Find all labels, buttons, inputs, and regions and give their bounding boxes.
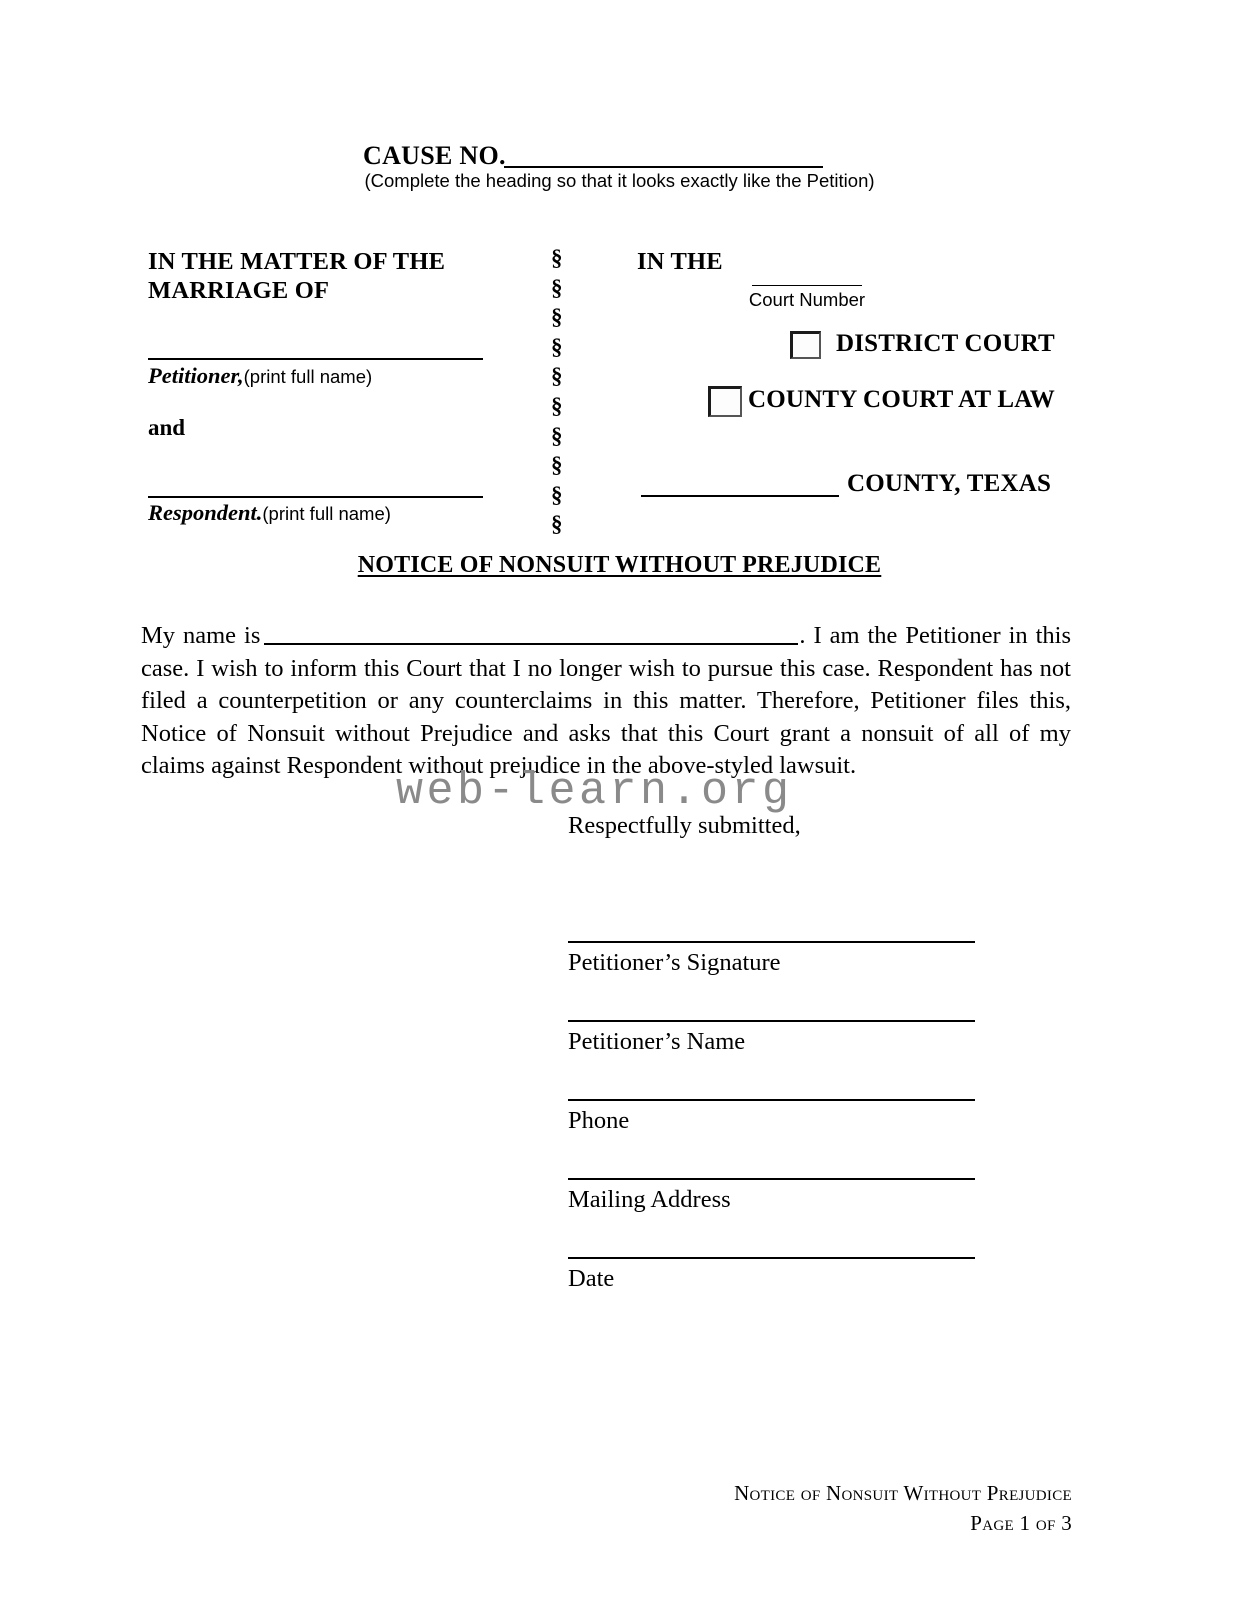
petitioner-name-blank-signature-block[interactable] (568, 1020, 975, 1022)
court-number-blank[interactable] (752, 285, 862, 286)
petitioner-name-blank[interactable] (148, 358, 483, 360)
county-court-at-law-checkbox[interactable] (708, 386, 742, 417)
petitioner-name-input-blank[interactable] (264, 621, 798, 645)
body-text: . I am the Petitioner in this case. I wish to inform this Court that I no longer wish to pursue this case. Respondent has not filed a counterpetition or any counterclaims in this matter. Therefore, Petitioner files this, Notice of Nonsuit without Prejudice and asks that this Court grant a nonsuit of all of my claims against Respondent without prejudice in the above-styled lawsuit. (141, 622, 1071, 780)
county-name-blank[interactable] (641, 495, 839, 497)
petitioner-signature-blank[interactable] (568, 941, 975, 943)
section-symbol: § (551, 304, 563, 330)
cause-no-label: CAUSE NO. (363, 141, 506, 170)
body-lead-in: My name is (141, 622, 261, 649)
phone-label: Phone (568, 1107, 630, 1134)
section-symbol-divider (551, 243, 581, 539)
district-court-checkbox[interactable] (790, 331, 821, 359)
body-paragraph (141, 620, 1071, 783)
date-blank[interactable] (568, 1257, 975, 1259)
matter-of-marriage-line-1: IN THE MATTER OF THE (148, 248, 446, 275)
petitioner-caption-label (148, 363, 372, 389)
mailing-address-blank[interactable] (568, 1178, 975, 1180)
section-symbol: § (551, 392, 563, 418)
page-title: NOTICE OF NONSUIT WITHOUT PREJUDICE (357, 552, 882, 578)
and-label: and (148, 415, 186, 440)
matter-of-marriage-line-2: MARRIAGE OF (148, 277, 330, 304)
petitioner-print-hint: (print full name) (243, 366, 373, 387)
cause-no-input-blank[interactable] (504, 166, 823, 168)
section-symbol: § (551, 422, 563, 448)
section-symbol: § (551, 274, 563, 300)
page-footer (0, 1478, 1072, 1538)
phone-blank[interactable] (568, 1099, 975, 1101)
section-symbol: § (551, 511, 563, 537)
mailing-address-label: Mailing Address (568, 1186, 731, 1213)
heading-instruction: (Complete the heading so that it looks exactly like the Petition) (364, 170, 875, 191)
petitioner-role-label: Petitioner, (148, 363, 244, 388)
county-texas-label: COUNTY, TEXAS (847, 470, 1052, 497)
court-number-label: Court Number (748, 289, 866, 310)
section-symbol: § (551, 333, 563, 359)
respondent-print-hint: (print full name) (262, 503, 391, 524)
respectfully-submitted-label: Respectfully submitted, (568, 812, 801, 839)
petitioner-name-label: Petitioner’s Name (568, 1028, 746, 1055)
date-label: Date (568, 1265, 615, 1292)
respondent-role-label: Respondent. (148, 500, 263, 525)
district-court-label: DISTRICT COURT (836, 330, 1055, 357)
footer-title: Notice of Nonsuit Without Prejudice (734, 1481, 1072, 1505)
section-symbol: § (551, 363, 563, 389)
section-symbol: § (551, 452, 563, 478)
section-symbol: § (551, 245, 563, 270)
petitioner-signature-label: Petitioner’s Signature (568, 949, 781, 976)
county-court-at-law-label: COUNTY COURT AT LAW (748, 386, 1055, 413)
section-symbol: § (551, 481, 563, 507)
respondent-name-blank[interactable] (148, 496, 483, 498)
footer-page-number: Page 1 of 3 (970, 1511, 1072, 1535)
respondent-caption-label (148, 500, 391, 526)
site-watermark: web-learn.org (396, 766, 793, 817)
in-the-label: IN THE (637, 248, 723, 275)
